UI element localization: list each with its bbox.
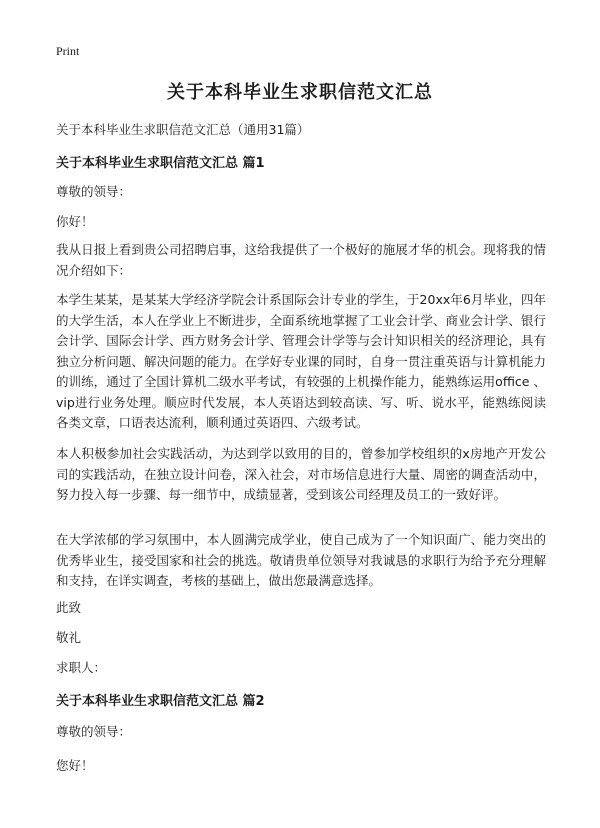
paragraph-1-summary: 在大学浓郁的学习氛围中，本人圆满完成学业，使自己成为了一个知识面广、能力突出的优秀毕业生，接受国家和社会的挑选。敬请贵单位领导对我诚恳的求职行为给予充分理解和支持，在详实调查，考核的基础上，做出您最满意选择。 — [56, 532, 546, 588]
closing-salute: 敬礼 — [56, 630, 82, 645]
print-link[interactable]: Print — [56, 44, 80, 58]
greeting-2: 您好！ — [56, 758, 94, 773]
closing-regards: 此致 — [56, 600, 82, 615]
salutation-2: 尊敬的领导： — [56, 724, 132, 739]
paragraph-1-background: 本学生某某，是某某大学经济学院会计系国际会计专业的学生，于20xx年6月毕业，四年的大学生活，本人在学业上不断进步，全面系统地掌握了工业会计学、商业会计学、银行会计学、国际会计学、西方财务会计学、管理会计学等与会计知识相关的经济理论，具有独立分析问题、解决问题的能力。在学好专业课的同时，自身一贯注重英语与计算机能力的训练，通过了全国计算机二级水平考试，有较强的上机操作能力，能熟练运用office 、vip进行业务处理。顺应时代发展，本人英语达到较高读、写、听、说水平，能熟练阅读各类文章，口语表达流利，顺利通过英语四、六级考试。 — [56, 292, 546, 430]
document-subtitle: 关于本科毕业生求职信范文汇总（通用31篇） — [56, 122, 310, 137]
section-heading-1: 关于本科毕业生求职信范文汇总 篇1 — [56, 156, 265, 171]
salutation-1: 尊敬的领导： — [56, 184, 132, 199]
signature-line: 求职人： — [56, 660, 107, 675]
paragraph-1-practice: 本人积极参加社会实践活动，为达到学以致用的目的，曾参加学校组织的x房地产开发公司的实践活动，在独立设计问卷，深入社会，对市场信息进行大量、周密的调查活动中，努力投入每一步骤、每一细节中，成绩显著，受到该公司经理及员工的一致好评。 — [56, 446, 546, 502]
greeting-1: 你好！ — [56, 214, 94, 229]
section-heading-2: 关于本科毕业生求职信范文汇总 篇2 — [56, 694, 265, 709]
page-title: 关于本科毕业生求职信范文汇总 — [167, 82, 433, 103]
paragraph-1-intro: 我从日报上看到贵公司招聘启事，这给我提供了一个极好的施展才华的机会。现将我的情况介绍如下： — [56, 242, 546, 278]
